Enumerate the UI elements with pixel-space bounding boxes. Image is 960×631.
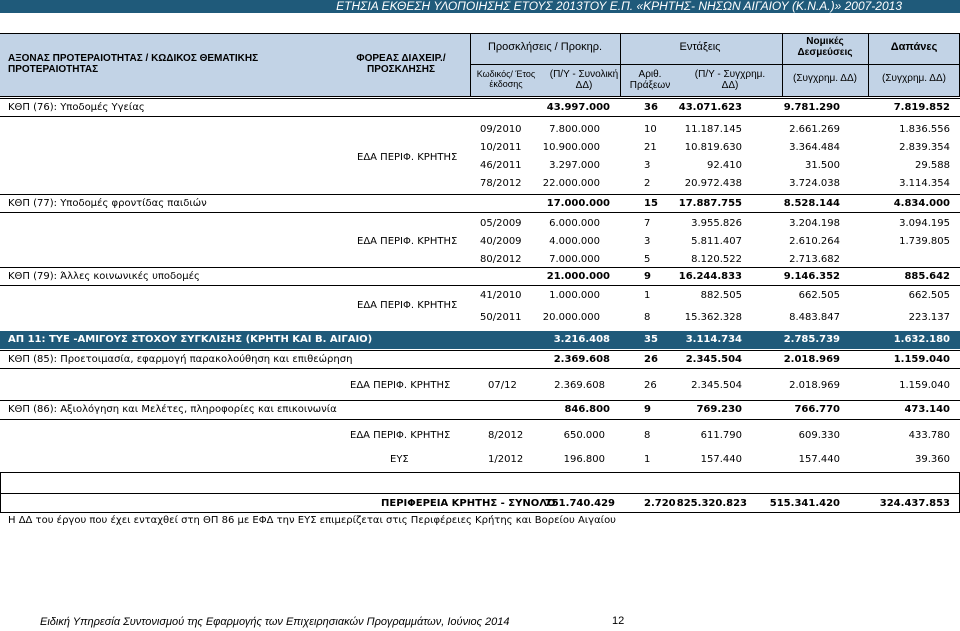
call-code: 07/12 [488, 380, 517, 391]
num-projects: 7 [644, 218, 651, 229]
expenses: 1.836.556 [899, 124, 950, 135]
header-code: Κωδικός/ Έτος έκδοσης [476, 69, 536, 89]
call-code: 10/2011 [480, 142, 522, 153]
py-total: 7.000.000 [549, 254, 600, 265]
num-projects: 21 [644, 142, 657, 153]
header-expenses: Δαπάνες [890, 41, 938, 53]
section-title: ΚΘΠ (77): Υποδομές φροντίδας παιδιών [8, 198, 207, 209]
table-row [480, 290, 522, 301]
expenses: 223.137 [908, 312, 950, 323]
header-top-border [0, 33, 960, 34]
axis-title: ΑΠ 11: ΤΥΕ -ΑΜΙΓΟΥΣ ΣΤΟΧΟΥ ΣΥΓΚΛΙΣΗΣ (ΚΡΗΤΗ ΚΑΙ Β. ΑΙΓΑΙΟ) [8, 334, 373, 345]
section-total-row [0, 194, 960, 213]
total-py: 2.369.608 [553, 354, 610, 365]
section-title: ΚΘΠ (76): Υποδομές Υγείας [8, 102, 145, 113]
section-total-row [0, 267, 960, 286]
total-entaxeis: 769.230 [696, 404, 742, 415]
num-projects: 2 [644, 178, 651, 189]
total-entaxeis: 43.071.623 [678, 102, 742, 113]
header-axis: ΑΞΟΝΑΣ ΠΡΟΤΕΡΑΙΟΤΗΤΑΣ / ΚΩΔΙΚΟΣ ΘΕΜΑΤΙΚΗΣ ΠΡΟΤΕΡΑΙΟΤΗΤΑΣ [8, 53, 259, 75]
expenses: 3.114.354 [899, 178, 950, 189]
total-py: 21.000.000 [546, 271, 610, 282]
managing-body: ΕΔΑ ΠΕΡΙΦ. ΚΡΗΤΗΣ [357, 236, 458, 247]
total-expenses: 4.834.000 [893, 198, 950, 209]
total-entaxeis: 17.887.755 [678, 198, 742, 209]
section-title: ΚΘΠ (85): Προετοιμασία, εφαρμογή παρακολούθηση και επιθεώρηση [8, 354, 353, 365]
managing-body: ΕΔΑ ΠΕΡΙΦ. ΚΡΗΤΗΣ [357, 152, 458, 163]
py-cofin: 11.187.145 [684, 124, 742, 135]
num-projects: 8 [644, 312, 651, 323]
header-cofin-exp: (Συγχρημ. ΔΔ) [882, 73, 946, 84]
total-expenses: 1.632.180 [893, 334, 950, 345]
table-row [480, 218, 522, 229]
header-commitments: Νομικές Δεσμεύσεις [797, 36, 853, 58]
expenses: 1.739.805 [899, 236, 950, 247]
py-total: 6.000.000 [549, 218, 600, 229]
report-banner: ΕΤΗΣΙΑ ΕΚΘΕΣΗ ΥΛΟΠΟΙΗΣΗΣ ΕΤΟΥΣ 2013ΤΟΥ Ε.Π. «ΚΡΗΤΗΣ- ΝΗΣΩΝ ΑΙΓΑΙΟΥ (Κ.Ν.Α.)» 2007-2013 [0, 0, 960, 13]
divider [0, 493, 960, 494]
expenses: 433.780 [908, 430, 950, 441]
total-py: 17.000.000 [546, 198, 610, 209]
py-total: 3.297.000 [549, 160, 600, 171]
py-total: 10.900.000 [542, 142, 600, 153]
commitments: 609.330 [798, 430, 840, 441]
managing-body: ΕΔΑ ΠΕΡΙΦ. ΚΡΗΤΗΣ [357, 300, 458, 311]
py-total: 4.000.000 [549, 236, 600, 247]
commitments: 662.505 [798, 290, 840, 301]
call-code: 80/2012 [480, 254, 522, 265]
py-cofin: 5.811.407 [691, 236, 742, 247]
header-bottom-border [0, 96, 960, 97]
total-projects: 9 [644, 404, 651, 415]
num-projects: 26 [644, 380, 657, 391]
grand-total-commitments: 515.341.420 [769, 498, 840, 509]
py-total: 20.000.000 [542, 312, 600, 323]
expenses: 2.839.354 [899, 142, 950, 153]
table-row [480, 124, 522, 135]
num-projects: 1 [644, 454, 651, 465]
py-cofin: 2.345.504 [691, 380, 742, 391]
call-code: 05/2009 [480, 218, 522, 229]
grand-total-projects: 2.720 [644, 498, 676, 509]
total-projects: 15 [644, 198, 658, 209]
total-projects: 36 [644, 102, 658, 113]
total-expenses: 7.819.852 [893, 102, 950, 113]
total-expenses: 1.159.040 [893, 354, 950, 365]
py-cofin: 92.410 [707, 160, 742, 171]
total-commitments: 2.018.969 [783, 354, 840, 365]
priority-axis-row [0, 331, 960, 349]
header-sub-border [470, 64, 960, 65]
total-commitments: 9.146.352 [783, 271, 840, 282]
total-py: 3.216.408 [553, 334, 610, 345]
commitments: 2.610.264 [789, 236, 840, 247]
managing-body: ΕΥΣ [390, 454, 409, 465]
call-code: 50/2011 [480, 312, 522, 323]
commitments: 3.364.484 [789, 142, 840, 153]
total-entaxeis: 2.345.504 [685, 354, 742, 365]
section-total-row [0, 400, 960, 420]
num-projects: 3 [644, 160, 651, 171]
expenses: 1.159.040 [899, 380, 950, 391]
managing-body: ΕΔΑ ΠΕΡΙΦ. ΚΡΗΤΗΣ [350, 380, 451, 391]
py-cofin: 3.955.826 [691, 218, 742, 229]
header-body: ΦΟΡΕΑΣ ΔΙΑΧΕΙΡ./ ΠΡΟΣΚΛΗΣΗΣ [356, 53, 446, 75]
call-code: 46/2011 [480, 160, 522, 171]
total-projects: 9 [644, 271, 651, 282]
num-projects: 10 [644, 124, 657, 135]
grand-total-expenses: 324.437.853 [879, 498, 950, 509]
total-py: 846.800 [564, 404, 610, 415]
call-code: 40/2009 [480, 236, 522, 247]
commitments: 2.661.269 [789, 124, 840, 135]
commitments: 157.440 [798, 454, 840, 465]
num-projects: 1 [644, 290, 651, 301]
grand-total-py: 751.740.429 [544, 498, 615, 509]
page-footer: Ειδική Υπηρεσία Συντονισμού της Εφαρμογής των Επιχειρησιακών Προγραμμάτων, Ιούνιος 2014 [40, 616, 510, 628]
py-total: 1.000.000 [549, 290, 600, 301]
expenses: 29.588 [915, 160, 950, 171]
expenses: 3.094.195 [899, 218, 950, 229]
grand-total-entaxeis: 825.320.823 [676, 498, 747, 509]
managing-body: ΕΔΑ ΠΕΡΙΦ. ΚΡΗΤΗΣ [350, 430, 451, 441]
num-projects: 5 [644, 254, 651, 265]
section-title: ΚΘΠ (86): Αξιολόγηση και Μελέτες, πληροφορίες και επικοινωνία [8, 404, 337, 415]
py-cofin: 15.362.328 [684, 312, 742, 323]
total-projects: 26 [644, 354, 658, 365]
divider [0, 512, 960, 513]
table-row [480, 160, 522, 171]
header-py-cofin: (Π/Υ - Συγχρημ. ΔΔ) [694, 69, 766, 91]
call-code: 41/2010 [480, 290, 522, 301]
total-py: 43.997.000 [546, 102, 610, 113]
section-total-row [0, 98, 960, 117]
commitments: 3.204.198 [789, 218, 840, 229]
header-cofin-commit: (Συγχρημ. ΔΔ) [793, 73, 857, 84]
header-divider [782, 33, 783, 96]
table-row [480, 254, 522, 265]
section-title: ΚΘΠ (79): Άλλες κοινωνικές υποδομές [8, 271, 200, 282]
call-code: 8/2012 [488, 430, 524, 441]
commitments: 2.713.682 [789, 254, 840, 265]
total-expenses: 473.140 [904, 404, 950, 415]
page-number: 12 [612, 615, 625, 627]
total-commitments: 9.781.290 [783, 102, 840, 113]
total-commitments: 766.770 [794, 404, 840, 415]
header-entaxeis: Εντάξεις [679, 41, 721, 53]
py-cofin: 10.819.630 [684, 142, 742, 153]
table-row [480, 142, 522, 153]
header-divider [620, 33, 621, 96]
divider [0, 472, 1, 513]
commitments: 31.500 [805, 160, 840, 171]
grand-total-label: ΠΕΡΙΦΕΡΕΙΑ ΚΡΗΤΗΣ - ΣΥΝΟΛΟ [381, 498, 556, 509]
table-row [480, 178, 522, 189]
header-divider [470, 33, 471, 96]
total-commitments: 2.785.739 [783, 334, 840, 345]
section-total-row [0, 350, 960, 369]
py-total: 2.369.608 [554, 380, 605, 391]
commitments: 8.483.847 [789, 312, 840, 323]
expenses: 39.360 [915, 454, 950, 465]
table-row [480, 236, 522, 247]
py-total: 7.800.000 [549, 124, 600, 135]
py-cofin: 20.972.438 [684, 178, 742, 189]
total-projects: 35 [644, 334, 658, 345]
divider [0, 472, 960, 473]
num-projects: 3 [644, 236, 651, 247]
header-num-projects: Αριθ. Πράξεων [629, 69, 671, 91]
commitments: 3.724.038 [789, 178, 840, 189]
header-divider [868, 33, 869, 96]
header-py-total: (Π/Υ - Συνολική ΔΔ) [549, 69, 619, 91]
py-cofin: 611.790 [700, 430, 742, 441]
total-expenses: 885.642 [904, 271, 950, 282]
table-row [480, 312, 522, 323]
commitments: 2.018.969 [789, 380, 840, 391]
total-entaxeis: 3.114.734 [685, 334, 742, 345]
call-code: 1/2012 [488, 454, 524, 465]
call-code: 78/2012 [480, 178, 522, 189]
py-total: 196.800 [563, 454, 605, 465]
call-code: 09/2010 [480, 124, 522, 135]
header-calls: Προσκλήσεις / Προκηρ. [487, 41, 603, 53]
expenses: 662.505 [908, 290, 950, 301]
py-cofin: 8.120.522 [691, 254, 742, 265]
py-total: 22.000.000 [542, 178, 600, 189]
total-entaxeis: 16.244.833 [678, 271, 742, 282]
num-projects: 8 [644, 430, 651, 441]
py-cofin: 157.440 [700, 454, 742, 465]
footnote: Η ΔΔ του έργου που έχει ενταχθεί στη ΘΠ 86 με ΕΦΔ την ΕΥΣ επιμερίζεται στις Περιφέρειες Κρήτης και Βορείου Αιγαίου [8, 515, 616, 526]
py-cofin: 882.505 [700, 290, 742, 301]
total-commitments: 8.528.144 [783, 198, 840, 209]
py-total: 650.000 [563, 430, 605, 441]
